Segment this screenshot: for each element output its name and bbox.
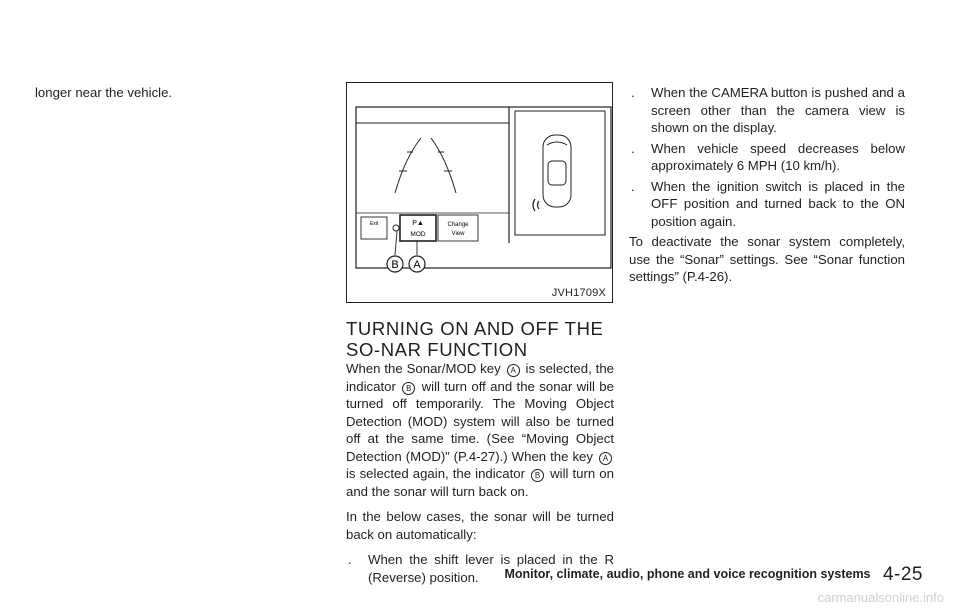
key-a-icon: A	[507, 364, 520, 377]
callout-b-label: B	[391, 259, 399, 271]
guide-lines	[395, 138, 456, 193]
car-top-view-icon	[543, 135, 571, 207]
birds-eye-frame	[515, 111, 605, 235]
sonar-wave-icon	[533, 199, 539, 211]
watermark: carmanualsonline.info	[817, 590, 944, 605]
list-item	[629, 140, 905, 175]
footer-section-title: Monitor, climate, audio, phone and voice recognition systems	[504, 567, 871, 581]
list-item	[629, 178, 905, 231]
key-a-icon: A	[599, 452, 612, 465]
page-number: 4-25	[882, 564, 923, 585]
display-frame	[356, 107, 611, 268]
figure-display-screen	[346, 82, 613, 303]
bullet-text: When vehicle speed decreases below approximately 6 MPH (10 km/h).	[651, 140, 905, 173]
left-column	[35, 84, 315, 102]
key-b-icon: B	[531, 469, 544, 482]
text-run: will turn off and the sonar will be turned off temporarily. The Moving Object Detection (MOD) system will also be turned off at the same time. (See “Moving Object Detection (MOD)” (P.4-27).) When the key	[346, 378, 614, 464]
section-heading: TURNING ON AND OFF THE SO-NAR FUNCTION	[346, 318, 604, 360]
bullet-text: When the CAMERA button is pushed and a screen other than the camera view is shown on the display.	[651, 85, 905, 135]
mod-button-top-label: P▲	[412, 220, 424, 227]
text-run: will turn on and the sonar will turn back on.	[346, 466, 614, 499]
figure-code: JVH1709X	[551, 287, 606, 299]
change-view-top-label: Change	[447, 222, 469, 228]
bullet-text: When the ignition switch is placed in the OFF position and turned back to the ON position again.	[651, 178, 905, 229]
small-button-label: Exit	[369, 221, 379, 227]
callout-a-label: A	[413, 259, 421, 271]
cases-paragraph: In the below cases, the sonar will be turned back on automatically:	[346, 509, 614, 542]
bullet-text: When the shift lever is placed in the R (Reverse) position.	[368, 552, 614, 585]
bullet-mark: .	[631, 178, 635, 194]
text-run: is selected again, the indicator	[346, 466, 526, 481]
mod-button-bottom-label: MOD	[410, 231, 426, 238]
middle-column	[346, 360, 614, 589]
page-footer	[504, 564, 923, 586]
bullet-mark: .	[631, 85, 635, 100]
change-view-bottom-label: View	[451, 231, 465, 237]
intro-paragraph	[346, 360, 614, 500]
bullet-mark: .	[348, 552, 352, 567]
text-run: When the Sonar/MOD key	[346, 361, 501, 376]
indicator-light	[393, 225, 399, 231]
screen-illustration	[347, 83, 614, 304]
deactivate-paragraph: To deactivate the sonar system completely, use the “Sonar” settings. See “Sonar function settings” (P.4-26).	[629, 234, 905, 284]
bullet-mark: .	[631, 140, 635, 156]
key-b-icon: B	[402, 382, 415, 395]
right-column	[629, 84, 905, 294]
continued-text: longer near the vehicle.	[35, 85, 173, 100]
change-view-button-frame	[438, 215, 478, 241]
list-item	[629, 84, 905, 137]
text-run: is selected, the indicator	[346, 361, 615, 394]
